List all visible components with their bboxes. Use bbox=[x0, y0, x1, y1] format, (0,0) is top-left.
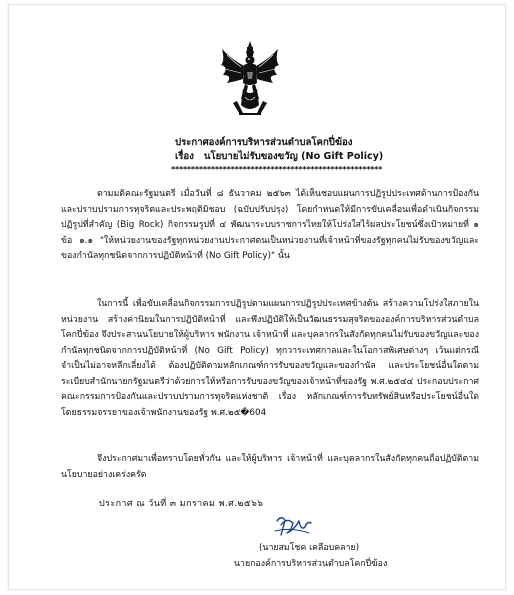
announcement-title: ประกาศองค์การบริหารส่วนตำบลโคกปี่ฆ้อง bbox=[175, 137, 353, 148]
garuda-emblem-icon bbox=[219, 39, 281, 117]
signer-name: (นายสมโชค เคลือบคลาย) bbox=[259, 543, 360, 553]
handwritten-signature bbox=[271, 511, 315, 539]
body-paragraph-3: จึงประกาศมาเพื่อทราบโดยทั่วกัน และให้ผู้บริหาร เจ้าหน้าที่ และบุคลากรในสังกัดทุกคนถือปฏิบัติตามนโยบายอย่างเคร่งครัด bbox=[61, 454, 479, 480]
subject-label: เรื่อง bbox=[175, 151, 194, 162]
body-paragraph-2: ในการนี้ เพื่อขับเคลื่อนกิจกรรมการปฏิรูปตามแผนการปฏิรูปประเทศข้างต้น สร้างความโปร่งใสภายในหน่วยงาน สร้างค่านิยมในการปฏิบัติหน้าที่ และพึงปฏิบัติให้เป็นวัฒนธรรมสุจริตขององค์การบริหารส่วนตำบลโคกปี่ฆ้อง จึงประสานนโยบายให้ผู้บริหาร พนักงาน เจ้าหน้าที่ และบุคลากรในสังกัดทุกคนไม่รับของขวัญและของกำนัลทุกชนิดจากการปฏิบัติหน้าที่ (No Gift Policy) ทุกวาระเทศกาลและในโอกาสพิเศษต่างๆ เว้นแต่กรณีจำเป็นไม่อาจหลีกเลี่ยงได้ ต้องปฏิบัติตามหลักเกณฑ์การรับของขวัญและของกำนัล และประโยชน์อื่นใดตามระเบียบสำนักนายกรัฐมนตรีว่าด้วยการให้หรือการรับของขวัญของเจ้าหน้าที่ของรัฐ พ.ศ.๒๕๔๔ ประกอบประกาศคณะกรรมการป้องกันและปราบปรามการทุจริตแห่งชาติ เรื่อง หลักเกณฑ์การรับทรัพย์สินหรือประโยชน์อื่นใดโดยธรรมจรรยาของเจ้าพนักงานของรัฐ พ.ศ.๒๕�604 bbox=[61, 299, 479, 418]
signer-position: นายกองค์การบริหารส่วนตำบลโคกปี่ฆ้อง bbox=[234, 559, 388, 569]
announcement-page bbox=[8, 4, 506, 590]
subject-text: นโยบายไม่รับของขวัญ (No Gift Policy) bbox=[203, 151, 384, 162]
announcement-heading bbox=[175, 136, 393, 164]
asterisk-divider: ***************************************************** bbox=[171, 165, 383, 174]
announcement-date: ประกาศ ณ วันที่ ๓ มกราคม พ.ศ.๒๕๖๖ bbox=[99, 499, 264, 509]
body-paragraph-1: ตามมติคณะรัฐมนตรี เมื่อวันที่ ๘ ธันวาคม ๒๕๖๓ ได้เห็นชอบแผนการปฏิรูปประเทศด้านการป้องกันและปราบปรามการทุจริตและประพฤติมิชอบ (ฉบับปรับปรุง) โดยกำหนดให้มีการขับเคลื่อนเพื่อดำเนินกิจกรรมปฏิรูปที่สำคัญ (Big Rock) กิจกรรมรูปที่ ๔ พัฒนาระบบราชการไทยให้โปร่งใสไร้ผลประโยชน์ซึ่งเป้าหมายที่ ๑ ข้อ ๑.๑ "ให้หน่วยงานของรัฐทุกหน่วยงานประกาศตนเป็นหน่วยงานที่เจ้าหน้าที่ของรัฐทุกคนไม่รับของขวัญและของกำนัลทุกชนิดจากการปฏิบัติหน้าที่ (No Gift Policy)" นั้น bbox=[61, 189, 479, 261]
announcement-subject bbox=[175, 150, 393, 164]
